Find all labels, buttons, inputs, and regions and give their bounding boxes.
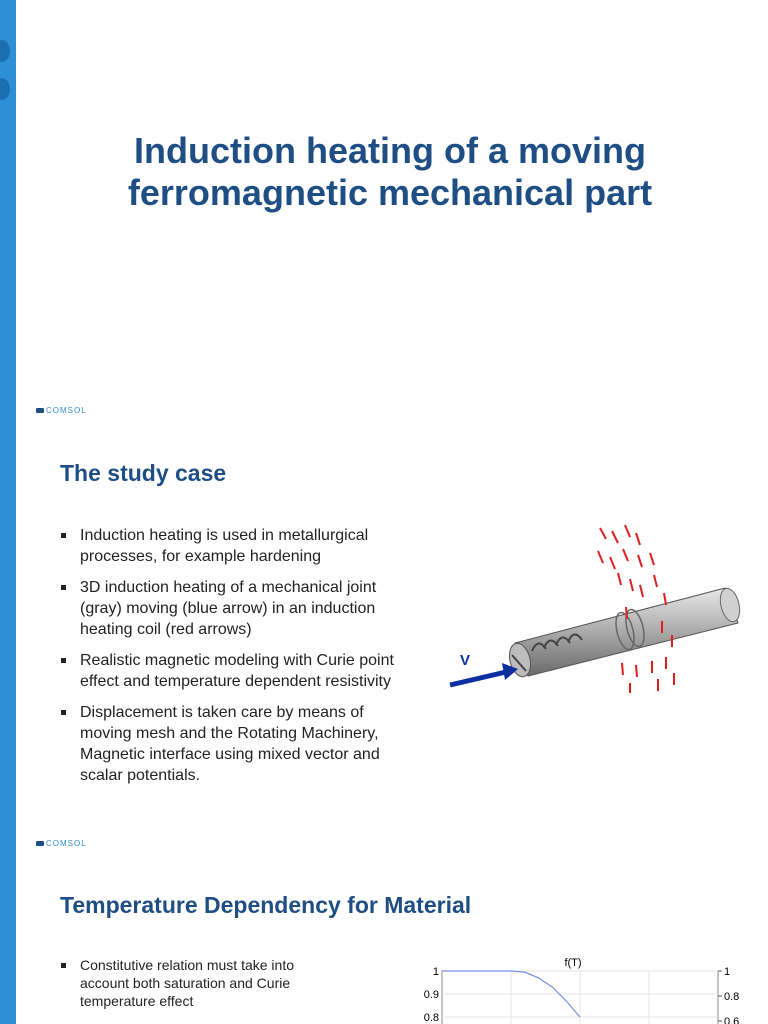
list-item: Constitutive relation must take into account both saturation and Curie temperature effect	[60, 956, 330, 1010]
y-tick-label-left: 0.8	[423, 1012, 439, 1024]
slide-heading: Temperature Dependency for Material	[60, 892, 472, 918]
moving-part-illustration	[440, 523, 750, 693]
velocity-label: V	[460, 652, 471, 669]
slide-heading: The study case	[60, 460, 227, 486]
title-slide	[0, 0, 768, 433]
list-item: Induction heating is used in metallurgical processes, for example hardening	[60, 525, 405, 567]
list-item: Displacement is taken care by means of moving mesh and the Rotating Machinery, Magnetic interface using mixed vector and scalar potentials.	[60, 702, 405, 786]
comsol-mark-icon	[36, 408, 44, 413]
study-case-slide	[0, 433, 768, 866]
logo-text: COMSOL	[46, 406, 87, 415]
y-axis-left	[424, 966, 439, 1024]
comsol-mark-icon	[36, 841, 44, 846]
y-axis-right	[718, 966, 739, 1024]
slide-title	[60, 130, 720, 214]
y-tick-label-right: 0.8	[724, 991, 740, 1003]
accent-band	[0, 866, 16, 1024]
logo-text: COMSOL	[46, 839, 87, 848]
list-item: Realistic magnetic modeling with Curie point effect and temperature dependent resistivity	[60, 650, 405, 692]
accent-band	[0, 433, 16, 866]
title-line-2: ferromagnetic mechanical part	[127, 172, 653, 213]
accent-band	[0, 0, 16, 433]
shaft	[506, 586, 743, 679]
comsol-logo	[36, 839, 87, 848]
y-tick-label-right: 0.6	[724, 1016, 740, 1024]
band-notch	[0, 40, 10, 62]
comsol-logo	[36, 406, 87, 415]
velocity-arrow	[450, 652, 518, 685]
bullet-list	[60, 525, 405, 796]
y-tick-label-left: 0.9	[423, 989, 439, 1001]
y-tick-label-right: 1	[724, 966, 731, 978]
temperature-dependency-slide	[0, 866, 768, 1024]
y-tick-label-left: 1	[432, 966, 439, 978]
chart-title: f(T)	[564, 957, 582, 969]
bullet-list	[60, 956, 330, 1016]
ft-chart	[410, 952, 750, 1024]
list-item: 3D induction heating of a mechanical joint (gray) moving (blue arrow) in an induction heating coil (red arrows)	[60, 577, 405, 640]
title-line-1: Induction heating of a moving	[134, 130, 646, 171]
band-notch	[0, 78, 10, 100]
